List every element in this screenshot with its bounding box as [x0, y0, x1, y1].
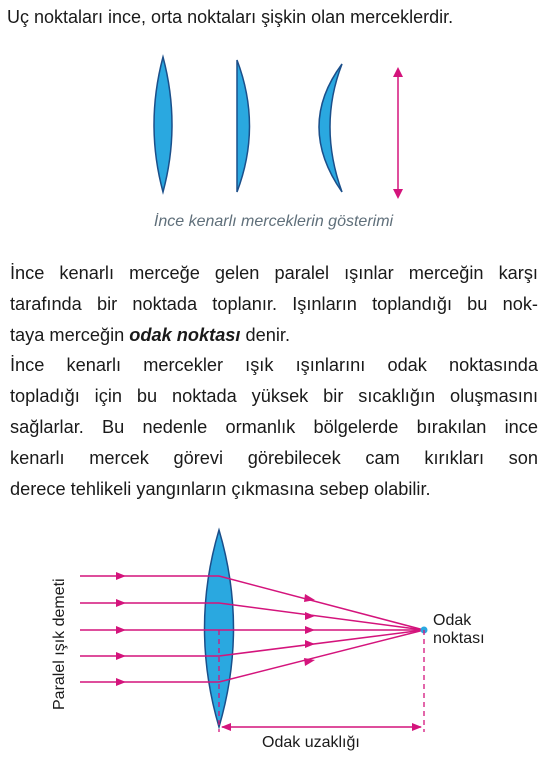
paragraph-1-last-before: taya merceğin [10, 325, 130, 345]
paragraph-1-line: İnce kenarlı merceğe gelen paralel ışınlar merceğin karşı [10, 263, 538, 283]
lenses-caption: İnce kenarlı merceklerin gösterimi [153, 213, 394, 230]
paragraph-2-line: sağlarlar. Bu nedenle ormanlık bölgelerde bırakılan ince [10, 417, 538, 437]
incoming-rays [80, 576, 219, 682]
refracted-rays [219, 576, 424, 682]
paragraph-2 [10, 350, 538, 505]
incoming-ray-arrows [116, 572, 126, 686]
odak-noktasi-term: odak noktası [129, 325, 241, 345]
paragraph-1-last-line [10, 320, 538, 351]
focal-distance-label: Odak uzaklığı [262, 734, 360, 751]
focus-label-line2: noktası [433, 630, 485, 647]
paragraph-1 [10, 258, 538, 351]
beam-label: Paralel ışık demeti [51, 578, 68, 710]
focus-label-line1: Odak [433, 612, 472, 629]
paragraph-2-line: kenarlı mercek görevi görebilecek cam kırıkları son [10, 448, 538, 468]
biconvex-lens [154, 57, 172, 192]
intro-text: Uç noktaları ince, orta noktaları şişkin olan merceklerdir. [7, 7, 454, 27]
paragraph-1-last-after: denir. [240, 325, 291, 345]
paragraph-1-line: tarafında bir noktada toplanır. Işınların toplandığı bu nok- [10, 294, 538, 314]
lens-shapes-figure [0, 0, 547, 210]
plano-convex-lens [237, 60, 250, 192]
refracted-ray-arrows [304, 594, 315, 666]
paragraph-2-line: İnce kenarlı mercekler ışık ışınlarını odak noktasında [10, 355, 538, 375]
paragraph-2-line: topladığı için bu noktada yüksek bir sıcaklığın oluşmasını [10, 386, 538, 406]
meniscus-lens [319, 64, 342, 192]
paragraph-2-line: derece tehlikeli yangınların çıkmasına sebep olabilir. [10, 479, 431, 499]
